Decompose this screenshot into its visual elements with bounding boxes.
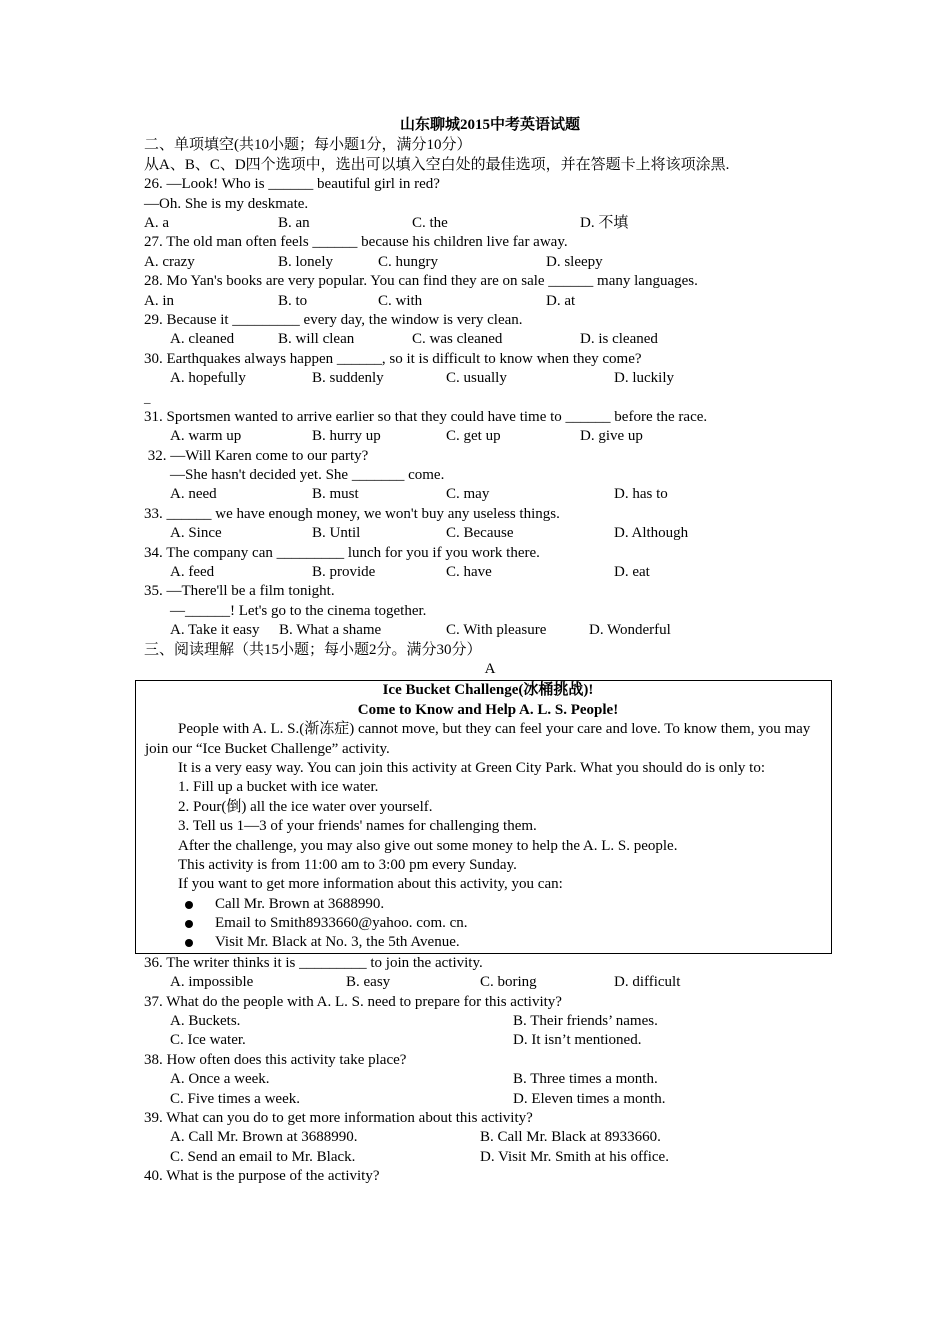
option: B. an [278,214,310,231]
options-row [144,1031,836,1050]
option: D. give up [580,428,643,445]
passage-box [135,680,832,954]
option: D. 不填 [580,214,629,231]
question-stem: 39. What can you do to get more information about this activity? [144,1109,533,1126]
option: C. get up [446,428,501,445]
option: D. It isn’t mentioned. [513,1032,642,1049]
options-row [144,1070,836,1089]
options-row [144,563,836,582]
section-heading: 三、阅读理解（共15小题；每小题2分。满分30分） [144,641,482,658]
option: D. Although [614,525,689,542]
question-stem: 37. What do the people with A. L. S. need to prepare for this activity? [144,993,562,1010]
option: B. must [312,486,359,503]
question-stem: —Oh. She is my deskmate. [144,195,309,212]
option: C. hungry [378,253,438,270]
question-stem: 32. —Will Karen come to our party? [144,447,369,464]
option: B. to [278,292,308,309]
options-row [144,621,836,640]
options-row [144,524,836,543]
options-row [144,253,836,272]
question-stem: 35. —There'll be a film tonight. [144,583,335,600]
question-stem: 33. ______ we have enough money, we won't buy any useless things. [144,505,560,522]
question-stem: 27. The old man often feels ______ because his children live far away. [144,234,568,251]
option: C. Five times a week. [170,1090,300,1107]
option: A. Once a week. [170,1071,270,1088]
option: D. Visit Mr. Smith at his office. [480,1148,669,1165]
options-row [144,1090,836,1109]
option: C. Send an email to Mr. Black. [170,1148,356,1165]
option: C. usually [446,370,507,387]
option: A. Take it easy [170,622,260,639]
option: C. with [378,292,423,309]
question-stem: 31. Sportsmen wanted to arrive earlier so that they could have time to ______ before the race. [144,408,708,425]
section-instruction: 从A、B、C、D四个选项中，选出可以填入空白处的最佳选项，并在答题卡上将该项涂黑. [144,156,730,173]
question-stem: 28. Mo Yan's books are very popular. You can find they are on sale ______ many languages. [144,273,698,290]
option: D. Eleven times a month. [513,1090,666,1107]
bullet-text: Email to Smith8933660@yahoo. com. cn. [215,915,468,932]
bullet-icon [185,901,193,909]
option: B. will clean [278,331,355,348]
option: B. easy [346,974,391,991]
question-stem: 36. The writer thinks it is _________ to join the activity. [144,954,483,971]
bullet-text: Visit Mr. Black at No. 3, the 5th Avenue. [215,934,460,951]
passage-step: 2. Pour(倒) all the ice water over yourself. [178,798,433,815]
bullet-item [145,895,831,914]
option: A. Call Mr. Brown at 3688990. [170,1129,358,1146]
section-heading: 二、单项填空(共10小题；每小题1分，满分10分） [144,137,472,154]
option: B. Until [312,525,361,542]
question-stem: 34. The company can _________ lunch for you if you work there. [144,544,540,561]
option: C. was cleaned [412,331,503,348]
stray-mark: _ [144,390,151,406]
option: A. need [170,486,217,503]
option: B. provide [312,564,376,580]
option: C. With pleasure [446,622,547,639]
passage-step: 3. Tell us 1—3 of your friends' names for challenging them. [178,818,537,835]
option: C. Because [446,525,514,542]
option: D. eat [614,564,650,580]
passage-paragraph: If you want to get more information about this activity, you can: [178,876,563,893]
options-row [144,1128,836,1147]
option: B. suddenly [312,370,384,387]
option: A. feed [170,564,215,580]
option: C. have [446,564,492,580]
question-stem: 40. What is the purpose of the activity? [144,1168,380,1185]
options-row [144,1148,836,1167]
passage-title: Ice Bucket Challenge(冰桶挑战)! [382,682,594,699]
options-row [144,427,836,446]
option: A. crazy [144,253,195,270]
bullet-text: Call Mr. Brown at 3688990. [215,895,385,912]
question-stem: —______! Let's go to the cinema together. [170,602,427,619]
option: D. has to [614,486,668,503]
option: C. boring [480,974,537,991]
option: B. lonely [278,253,333,270]
option: B. What a shame [279,622,382,639]
options-row [144,1012,836,1031]
bullet-item [145,933,831,952]
option: D. luckily [614,370,674,387]
options-row [144,485,836,504]
option: D. at [546,292,576,309]
question-stem: 38. How often does this activity take place? [144,1051,407,1068]
option: C. Ice water. [170,1032,246,1049]
option: D. is cleaned [580,331,658,348]
option: B. Three times a month. [513,1071,658,1088]
bullet-item [145,914,831,933]
passage-step: 1. Fill up a bucket with ice water. [178,779,379,796]
passage-paragraph: It is a very easy way. You can join this activity at Green City Park. What you should do is only to: [178,759,766,776]
bullet-icon [185,920,193,928]
part-label: A [484,660,496,677]
document [144,116,836,1187]
options-row [144,369,836,388]
option: A. impossible [170,974,254,991]
option: A. warm up [170,428,242,445]
options-row [144,214,836,233]
option: D. difficult [614,974,681,991]
options-row [144,292,836,311]
bullet-icon [185,939,193,947]
question-stem: —She hasn't decided yet. She _______ come. [170,467,445,484]
option: A. hopefully [170,370,246,387]
option: D. Wonderful [589,622,671,639]
options-row [144,973,836,992]
option: B. hurry up [312,428,381,445]
options-row [144,330,836,349]
option: B. Their friends’ names. [513,1013,658,1030]
option: A. a [144,214,169,231]
option: D. sleepy [546,253,603,270]
passage-paragraph: After the challenge, you may also give out some money to help the A. L. S. people. [178,837,678,854]
option: A. Buckets. [170,1013,241,1030]
option: C. the [412,214,448,231]
question-stem: 26. —Look! Who is ______ beautiful girl in red? [144,176,440,193]
passage-paragraph: This activity is from 11:00 am to 3:00 pm every Sunday. [178,856,517,873]
passage-paragraph: People with A. L. S.(渐冻症) cannot move, but they can feel your care and love. To know them, you may join our “Ice Bucket Challenge” activity. [145,721,811,757]
option: A. Since [170,525,222,542]
question-stem: 30. Earthquakes always happen ______, so it is difficult to know when they come? [144,350,642,367]
option: C. may [446,486,490,503]
option: B. Call Mr. Black at 8933660. [480,1129,661,1146]
option: A. in [144,292,174,309]
passage-subtitle: Come to Know and Help A. L. S. People! [357,701,619,718]
question-stem: 29. Because it _________ every day, the window is very clean. [144,311,523,328]
page-title: 山东聊城2015中考英语试题 [399,117,580,133]
option: A. cleaned [170,331,235,348]
